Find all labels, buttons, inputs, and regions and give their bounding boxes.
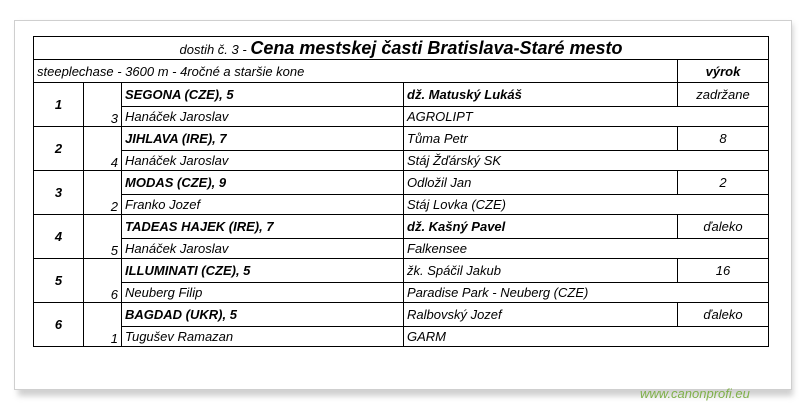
table-row (34, 107, 769, 127)
place-cell: 5 (34, 259, 84, 303)
race-name: Cena mestskej časti Bratislava-Staré mesto (250, 37, 623, 58)
horse-name: JIHLAVA (IRE), 7 (122, 127, 404, 151)
place-cell: 2 (34, 127, 84, 171)
jockey-name: Ralbovský Jozef (404, 303, 678, 327)
jockey-name: dž. Kašný Pavel (404, 215, 678, 239)
trainer-name: Hanáček Jaroslav (122, 151, 404, 171)
result-value: ďaleko (678, 303, 769, 327)
table-row (34, 171, 769, 195)
table-row (34, 127, 769, 151)
race-title (34, 37, 769, 60)
result-value: 8 (678, 127, 769, 151)
result-value: 16 (678, 259, 769, 283)
results-table (33, 36, 769, 347)
watermark: www.canonprofi.eu (640, 386, 750, 401)
jockey-name: žk. Spáčil Jakub (404, 259, 678, 283)
jockey-name: Tůma Petr (404, 127, 678, 151)
table-row (34, 327, 769, 347)
place-cell: 1 (34, 83, 84, 127)
owner-name: Falkensee (404, 239, 769, 259)
horse-name: ILLUMINATI (CZE), 5 (122, 259, 404, 283)
table-row (34, 239, 769, 259)
trainer-name: Tugušev Ramazan (122, 327, 404, 347)
result-column-header: výrok (678, 60, 769, 83)
start-number: 2 (84, 171, 122, 215)
owner-name: Paradise Park - Neuberg (CZE) (404, 283, 769, 303)
owner-name: Stáj Žďárský SK (404, 151, 769, 171)
owner-name: AGROLIPT (404, 107, 769, 127)
result-value: zadržane (678, 83, 769, 107)
horse-name: SEGONA (CZE), 5 (122, 83, 404, 107)
result-value: ďaleko (678, 215, 769, 239)
start-number: 6 (84, 259, 122, 303)
table-row (34, 83, 769, 107)
table-row (34, 303, 769, 327)
trainer-name: Franko Jozef (122, 195, 404, 215)
race-prefix: dostih č. 3 - (179, 41, 247, 57)
start-number: 4 (84, 127, 122, 171)
race-subtitle: steeplechase - 3600 m - 4ročné a staršie kone (34, 60, 678, 83)
start-number: 3 (84, 83, 122, 127)
owner-name: Stáj Lovka (CZE) (404, 195, 769, 215)
jockey-name: Odložil Jan (404, 171, 678, 195)
trainer-name: Neuberg Filip (122, 283, 404, 303)
horse-name: TADEAS HAJEK (IRE), 7 (122, 215, 404, 239)
jockey-name: dž. Matuský Lukáš (404, 83, 678, 107)
place-cell: 3 (34, 171, 84, 215)
table-row (34, 215, 769, 239)
table-row (34, 195, 769, 215)
table-row (34, 259, 769, 283)
horse-name: MODAS (CZE), 9 (122, 171, 404, 195)
table-row (34, 283, 769, 303)
place-cell: 6 (34, 303, 84, 347)
place-cell: 4 (34, 215, 84, 259)
result-value: 2 (678, 171, 769, 195)
trainer-name: Hanáček Jaroslav (122, 239, 404, 259)
start-number: 5 (84, 215, 122, 259)
table-row (34, 151, 769, 171)
owner-name: GARM (404, 327, 769, 347)
horse-name: BAGDAD (UKR), 5 (122, 303, 404, 327)
start-number: 1 (84, 303, 122, 347)
trainer-name: Hanáček Jaroslav (122, 107, 404, 127)
